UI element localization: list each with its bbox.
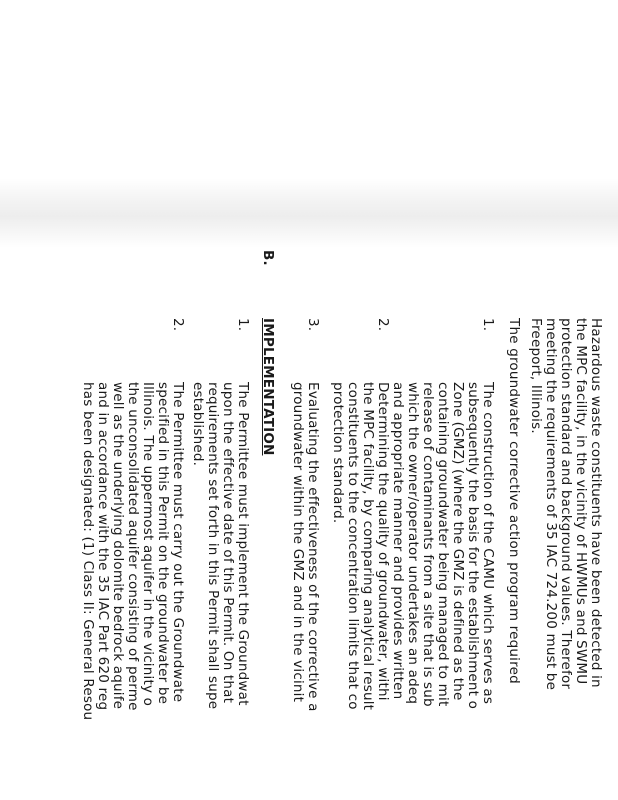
item-line: well as the underlying dolomite bedrock aquife — [110, 382, 126, 710]
item-line: constituents to the concentration limits that co — [345, 382, 361, 710]
item-line: The Permittee must implement the Groundwat — [235, 382, 251, 706]
intro-line: the MPC facility, in the vicinity of HWMUs and SWMU — [573, 318, 589, 685]
item-line: Illinois. The uppermost aquifer in the vicinity o — [140, 382, 156, 707]
item-line: protection standard. — [330, 382, 346, 524]
item-line: upon the effective date of this Permit. On that — [220, 382, 236, 704]
item-line: and appropriate manner and provides written — [390, 382, 406, 700]
item-number: 1. — [235, 318, 251, 332]
intro-line: Freeport, Illinois. — [528, 318, 544, 434]
section-title: IMPLEMENTATION — [260, 318, 276, 456]
item-line: groundwater within the GMZ and in the vicinit — [290, 382, 306, 703]
item-line: has been designated: (1) Class II: General Resou — [80, 382, 96, 721]
program-paragraph: The groundwater corrective action program required — [506, 318, 522, 684]
item-number: 3. — [305, 318, 321, 332]
item-line: release of contaminants from a site that is sub — [420, 382, 436, 707]
item-line: and in accordance with the 35 IAC Part 620 reg — [95, 382, 111, 711]
intro-line: meeting the requirements of 35 IAC 724.200 must be — [543, 318, 559, 691]
item-line: Determining the quality of groundwater, withi — [375, 382, 391, 701]
item-line: subsequently the basis for the establishment o — [465, 382, 481, 710]
item-line: containing groundwater being managed to mit — [435, 382, 451, 707]
intro-line: protection standard and background values. Therefor — [558, 318, 574, 690]
item-line: the MPC facility, by comparing analytical result — [360, 382, 376, 711]
item-line: The construction of the CAMU which serves as — [480, 382, 496, 705]
item-line: specified in this Permit on the groundwater be — [155, 382, 171, 705]
item-number: 2. — [170, 318, 186, 332]
item-line: The Permittee must carry out the Groundwate — [170, 382, 186, 703]
item-number: 1. — [480, 318, 496, 332]
item-line: the unconsolidated aquifer consisting of perme — [125, 382, 141, 711]
section-letter: B. — [260, 250, 276, 266]
item-line: Zone (GMZ) (where the GMZ is defined as the — [450, 382, 466, 701]
intro-line: Hazardous waste constituents have been detected in — [588, 318, 604, 688]
item-line: requirements set forth in this Permit shall supe — [205, 382, 221, 710]
item-line: established. — [190, 382, 206, 467]
item-line: Evaluating the effectiveness of the corrective a — [305, 382, 321, 712]
item-line: which the owner/operator undertakes an adeq — [405, 382, 421, 705]
item-number: 2. — [375, 318, 391, 332]
